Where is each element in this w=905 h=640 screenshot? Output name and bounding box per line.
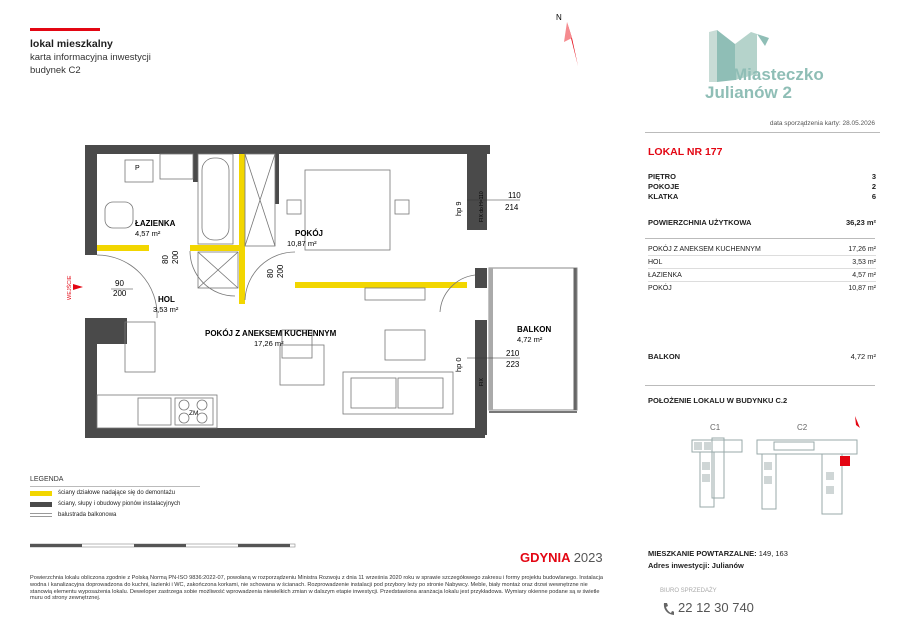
dim-200: 200 [113,289,127,298]
label-aneks: POKÓJ Z ANEKSEM KUCHENNYM [205,329,337,338]
phone-number[interactable]: 22 12 30 740 [678,600,754,615]
legend-swatch-dark [30,502,52,507]
dim-200b: 200 [276,264,285,278]
rooms-count-row: POKOJE 2 [648,182,876,191]
gdynia-brand: GDYNIA 2023 [520,550,603,565]
label-pokoj-area: 10,87 m² [287,239,317,248]
footnote: Powierzchnia lokalu obliczona zgodnie z Polską Normą PN-ISO 9836:2022-07, powołaną w rozporządzeniu Ministra Rozwoju z dnia 11 września 2020 roku w sprawie szczegółowego zakresu i formy projektu budowlanego. Instalacja wodna i kanalizacyjna doprowadzona do kuchni, łazienki i WC, zakończona korkami, nie schowana w ścianach. Rozprowadzenie instalacji pod przybory leży po stronie Nabywcy. Meble, biały montaż oraz drzwi wewnętrzne nie stanowią elementu wyposażenia lokalu. Deweloper zastrzega sobie możliwość wprowadzenia niewielkich zmian w dalszym etapie inwestycji. Przedstawiona aranżacja lokalu jest przykładowa. Wymiary okienne podane są w świetle muru od strony zewnętrznej. [30,575,603,602]
dim-90: 90 [115,279,124,288]
legend-item: ściany, słupy i obudowy pionów instalacyjnych [30,501,180,507]
total-area-row: POWIERZCHNIA UŻYTKOWA 36,23 m² [648,218,876,227]
dim-80a: 80 [161,255,170,264]
dim-110: 110 [508,191,521,200]
building-position-map [682,412,877,522]
phone-icon [662,602,674,616]
label-p: P [135,165,140,172]
position-title: POŁOŻENIE LOKALU W BUDYNKU C.2 [648,396,788,405]
dim-200a: 200 [171,250,180,264]
fix-label-1: FIX do H=110 [479,191,485,222]
logo-line2: Julianów 2 [705,83,792,102]
address: Adres inwestycji: Julianów [648,561,744,570]
north-arrow-icon [550,8,590,72]
sales-office-label: BIURO SPRZEDAŻY [660,588,717,594]
date-text: data sporządzenia karty: 28.05.2026 [769,120,875,127]
brand-logo [705,24,845,104]
mini-north-icon [855,416,860,428]
hp9-label: hp 9 [454,201,463,216]
dim-214: 214 [505,203,519,212]
legend-swatch-rail [30,513,52,517]
divider [645,385,875,386]
room-row: POKÓJ Z ANEKSEM KUCHENNYM 17,26 m² [648,244,876,256]
north-label: N [556,13,562,22]
label-aneks-area: 17,26 m² [254,339,284,348]
label-hol: HOL [158,295,175,304]
label-pokoj: POKÓJ [295,229,324,238]
doc-title: lokal mieszkalny [30,38,113,50]
label-balkon-area: 4,72 m² [517,335,543,344]
label-balkon: BALKON [517,325,552,334]
divider [645,132,880,133]
header-accent-bar [30,28,100,31]
dim-80b: 80 [266,269,275,278]
dim-210: 210 [506,349,520,358]
dim-223: 223 [506,360,520,369]
label-hol-area: 3,53 m² [153,305,179,314]
legend-item: ściany działowe nadające się do demontażu [30,490,175,496]
logo-line1: Miasteczko [733,65,824,84]
room-row: POKÓJ 10,87 m² [648,285,876,292]
building-c2-label: C2 [797,423,808,432]
legend-item: balustrada balkonowa [30,512,116,518]
label-zm: ZM [189,410,199,417]
divider [30,486,200,487]
hp0-label: hp 0 [454,357,463,372]
scale-bar [30,540,300,550]
floor-plan [55,140,595,445]
legend-title: LEGENDA [30,476,64,483]
doc-building: budynek C2 [30,65,81,76]
room-row: ŁAZIENKA 4,57 m² [648,270,876,282]
divider [645,238,875,239]
entrance-label: WEJŚCIE [67,275,73,300]
staircase-row: KLATKA 6 [648,192,876,201]
repeat-row: MIESZKANIE POWTARZALNE: 149, 163 [648,549,788,558]
label-lazienka-area: 4,57 m² [135,229,161,238]
lokal-number: LOKAL NR 177 [648,146,723,158]
unit-highlight [840,456,850,466]
building-c1-label: C1 [710,423,721,432]
balcony-row: BALKON 4,72 m² [648,352,876,361]
label-lazienka: ŁAZIENKA [135,219,176,228]
room-row: HOL 3,53 m² [648,257,876,269]
doc-subtitle: karta informacyjna inwestycji [30,52,151,63]
entrance-arrow-icon [73,284,83,290]
legend-swatch-yellow [30,491,52,496]
fix-label-2: FIX [479,378,485,386]
floor-row: PIĘTRO 3 [648,172,876,181]
